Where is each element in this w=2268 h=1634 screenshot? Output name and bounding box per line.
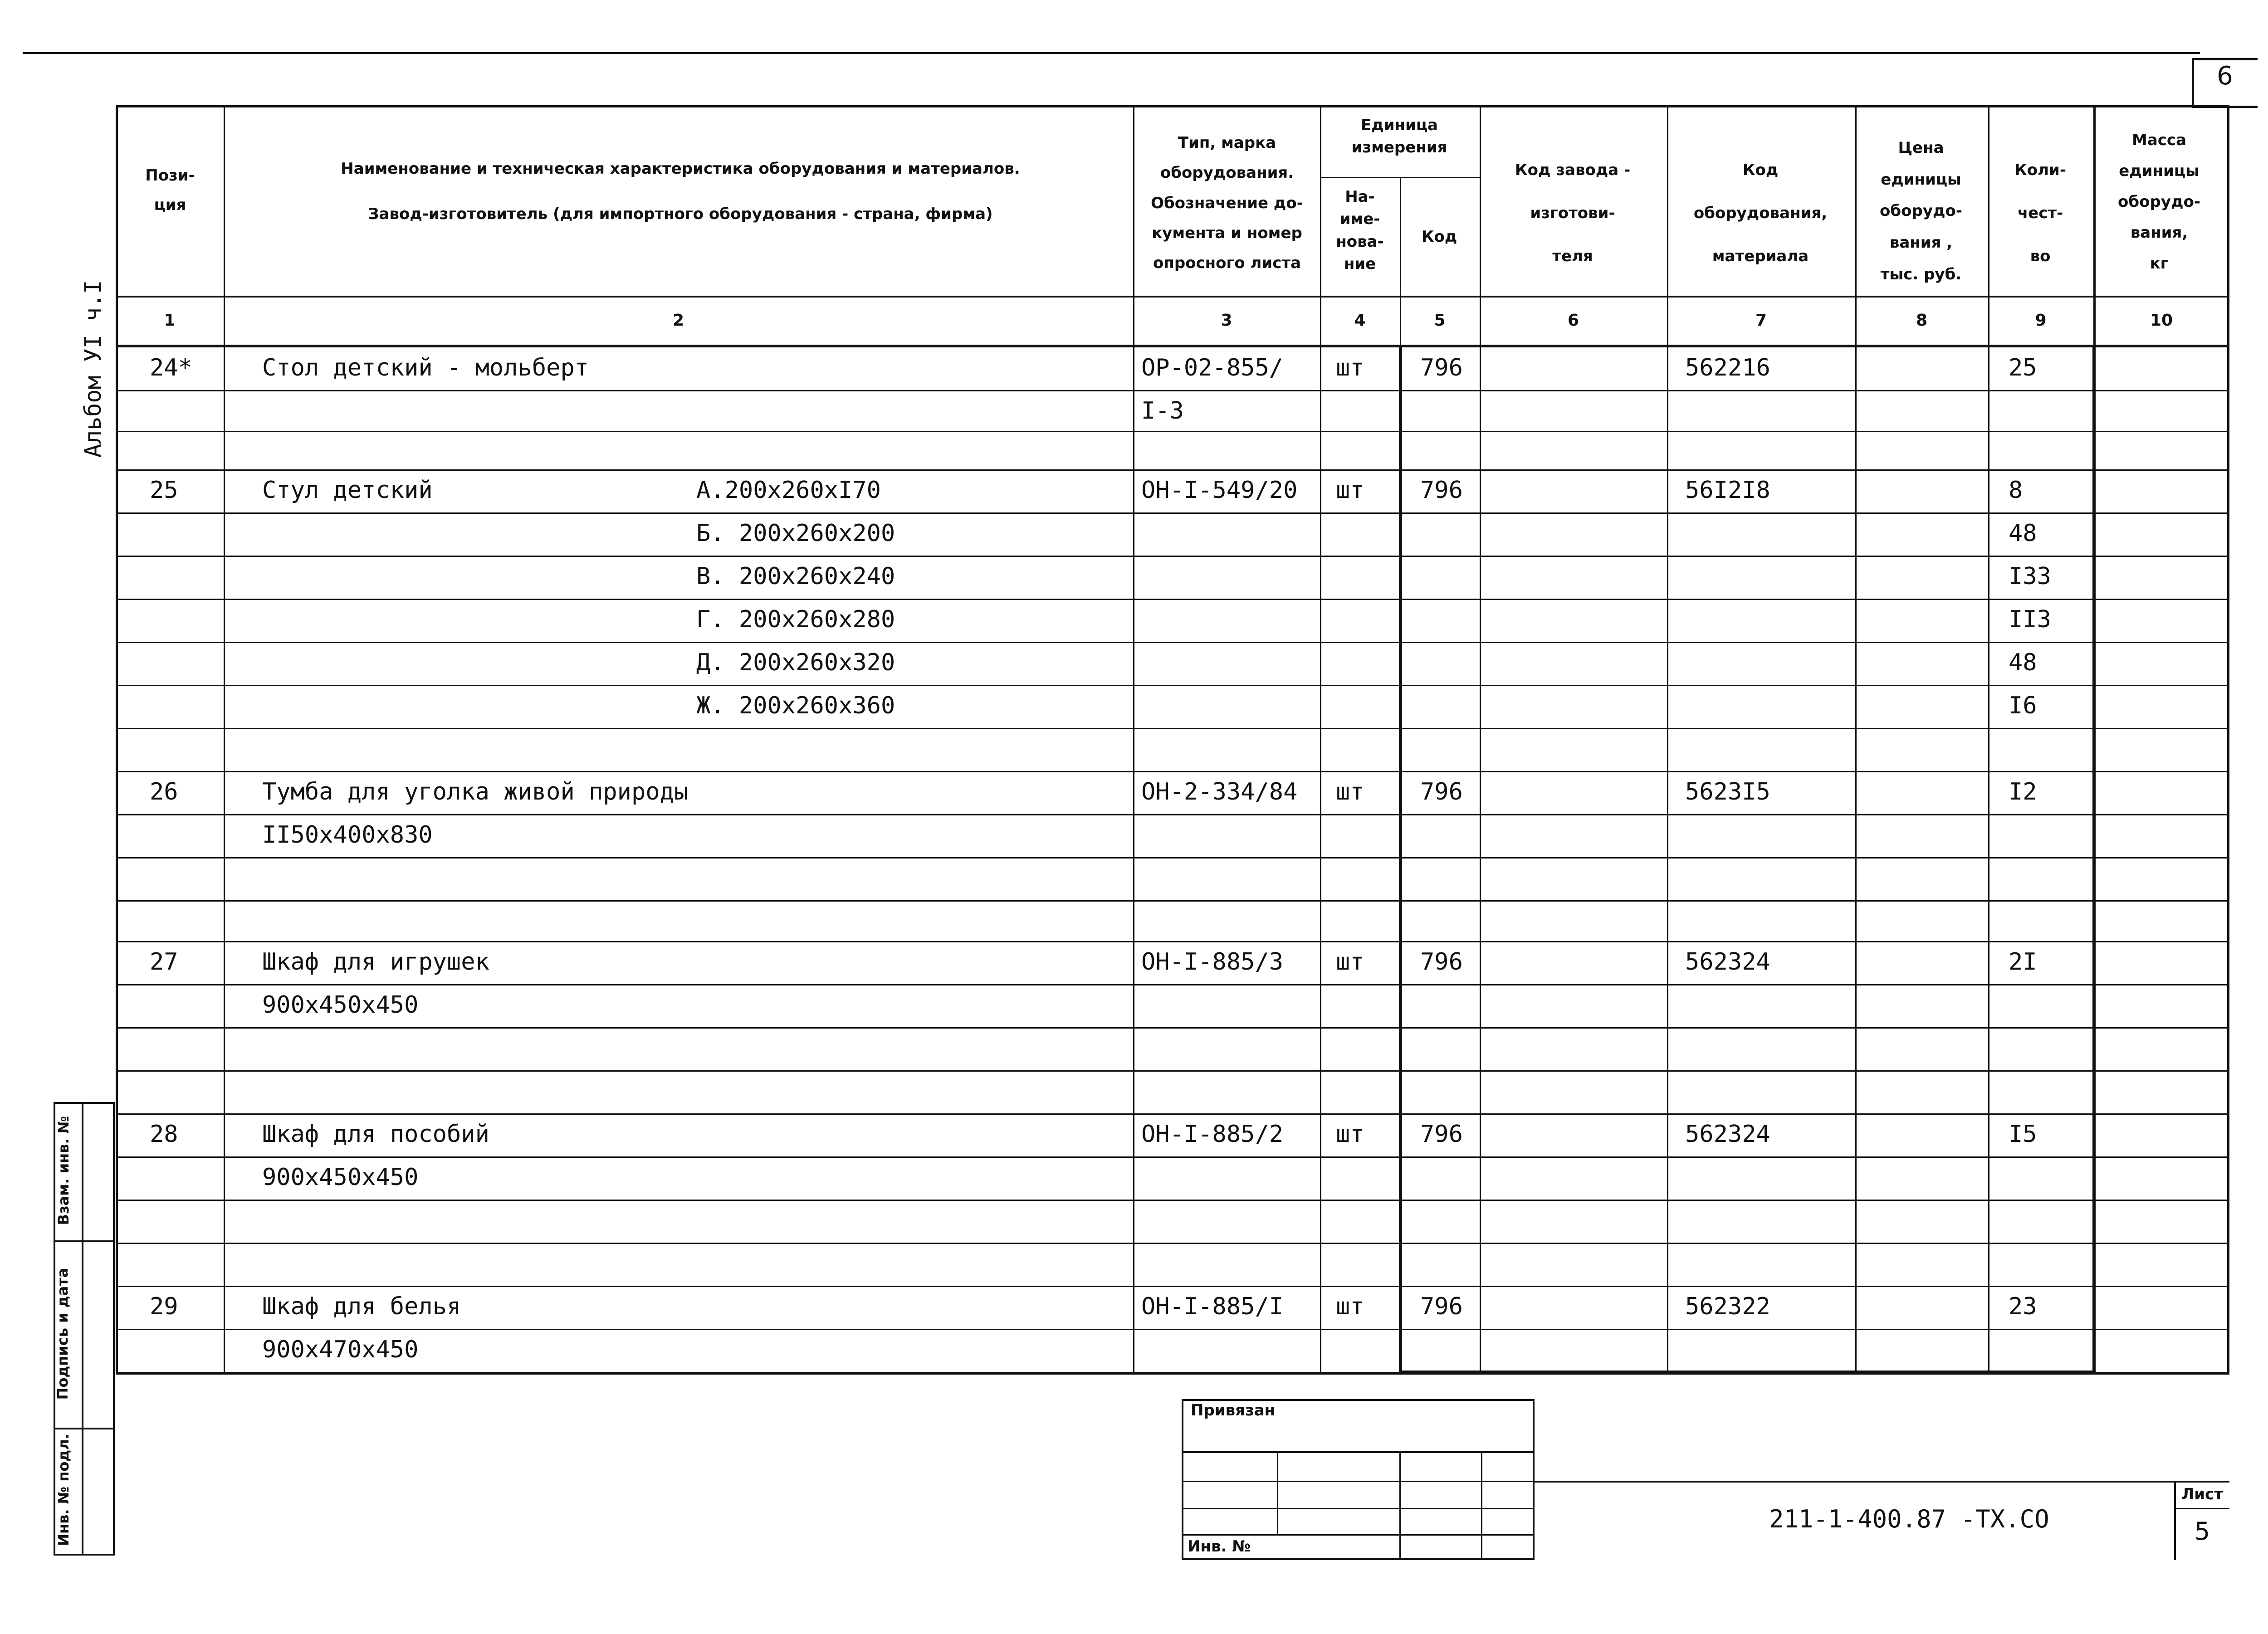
row-line-23 — [116, 1329, 2229, 1330]
row-position: 28 — [150, 1121, 178, 1148]
row-position: 27 — [150, 948, 178, 976]
row-line-3 — [116, 469, 2229, 471]
row-line-21 — [116, 1243, 2229, 1244]
row-name: 900х450х450 — [262, 1164, 419, 1191]
row-quantity: 8 — [2009, 477, 2023, 504]
hu-line-2: измерения — [1351, 138, 1447, 157]
header-col9 — [1988, 149, 2092, 278]
h6-line-1: Код завода - — [1515, 161, 1631, 179]
row-line-9 — [116, 728, 2229, 729]
row-quantity: 25 — [2009, 354, 2037, 381]
column-number-4: 4 — [1354, 311, 1366, 330]
colnum-bottom-line — [116, 345, 2229, 347]
column-number-7: 7 — [1755, 311, 1767, 330]
row-equipment-code: 562324 — [1685, 1121, 1770, 1148]
col-line-6 — [1667, 105, 1668, 1372]
row-line-17 — [116, 1070, 2229, 1072]
column-number-3: 3 — [1221, 311, 1232, 330]
side-stamp-sep1 — [54, 1240, 115, 1242]
h3-line-5: опросного листа — [1153, 254, 1301, 273]
col-line-1 — [224, 105, 225, 1372]
row-name: II50х400х830 — [262, 821, 433, 849]
row-line-6 — [116, 599, 2229, 600]
h8-line-3: оборудо- — [1880, 202, 1962, 220]
row-type: I-3 — [1141, 397, 1184, 424]
h9-line-3: во — [2030, 247, 2051, 266]
row-unit-code: 796 — [1420, 778, 1463, 805]
h9-line-2: чест- — [2017, 204, 2063, 223]
row-quantity: I6 — [2009, 692, 2037, 719]
row-line-5 — [116, 556, 2229, 557]
h8-line-4: вания , — [1889, 234, 1953, 252]
data-bottom-line — [116, 1372, 2229, 1374]
tb-sheet-mid — [2174, 1508, 2229, 1509]
column-number-2: 2 — [672, 311, 684, 330]
row-type: ОР-02-855/ — [1141, 354, 1284, 381]
row-line-19 — [116, 1156, 2229, 1158]
h10-line-2: единицы — [2119, 162, 2200, 180]
inv-no-label: Инв. № — [1188, 1537, 1251, 1556]
row-name: 900х450х450 — [262, 991, 419, 1019]
h10-line-3: оборудо- — [2118, 193, 2200, 211]
h3-line-4: кумента и номер — [1152, 224, 1302, 242]
col-line-7 — [1855, 105, 1857, 1372]
row-unit: шт — [1336, 1293, 1364, 1320]
row-quantity: I2 — [2009, 778, 2037, 805]
bold-frame-right — [2092, 347, 2096, 1372]
h8-line-1: Цена — [1898, 139, 1944, 157]
h4-line-2: име- — [1339, 210, 1380, 229]
doc-code: 211-1-400.87 -ТХ.СО — [1769, 1505, 2049, 1533]
h6-line-2: изготови- — [1530, 204, 1615, 223]
row-equipment-code: 562322 — [1685, 1293, 1770, 1320]
row-size: Ж. 200х260х360 — [696, 692, 895, 719]
frame-top-line — [23, 52, 2200, 54]
sheet-number-top: 6 — [2217, 61, 2233, 91]
header-col2-line1: Наименование и техническая характеристика оборудования и материалов. — [341, 160, 1020, 178]
row-name: Стол детский - мольберт — [262, 354, 589, 381]
col-line-3 — [1320, 105, 1321, 1372]
column-number-5: 5 — [1434, 311, 1446, 330]
header-unit-group — [1320, 114, 1479, 159]
row-size: Д. 200х260х320 — [696, 649, 895, 676]
row-type: ОН-I-885/2 — [1141, 1121, 1284, 1148]
row-size: Г. 200х260х280 — [696, 606, 895, 633]
tb-right-top — [1535, 1481, 2229, 1483]
tb-v2 — [1399, 1451, 1401, 1560]
row-line-7 — [116, 642, 2229, 643]
tb-v3 — [1481, 1451, 1482, 1560]
row-line-18 — [116, 1113, 2229, 1115]
h4-line-3: нова- — [1336, 232, 1384, 251]
sheet-value: 5 — [2194, 1517, 2210, 1546]
row-line-8 — [116, 685, 2229, 686]
hu-line-1: Единица — [1361, 116, 1438, 134]
header-col7 — [1667, 149, 1854, 278]
row-equipment-code: 5623I5 — [1685, 778, 1770, 805]
row-quantity: I5 — [2009, 1121, 2037, 1148]
row-quantity: 2I — [2009, 948, 2037, 976]
side-stamp-vzam-inv: Взам. инв. № — [55, 1116, 72, 1225]
row-size: А.200х260хI70 — [696, 477, 881, 504]
row-unit-code: 796 — [1420, 1121, 1463, 1148]
h7-line-1: Код — [1742, 161, 1779, 179]
row-unit-code: 796 — [1420, 477, 1463, 504]
h7-line-3: материала — [1712, 247, 1809, 266]
header-col5: Код — [1421, 228, 1457, 246]
column-number-9: 9 — [2035, 311, 2047, 330]
row-unit: шт — [1336, 948, 1364, 976]
row-line-20 — [116, 1200, 2229, 1201]
row-name: 900х470х450 — [262, 1336, 419, 1363]
row-position: 26 — [150, 778, 178, 805]
tb-sheet-left — [2174, 1481, 2176, 1560]
row-unit: шт — [1336, 354, 1364, 381]
row-type: ОН-2-334/84 — [1141, 778, 1298, 805]
h9-line-1: Коли- — [2014, 161, 2066, 179]
row-line-13 — [116, 900, 2229, 902]
row-position: 25 — [150, 477, 178, 504]
row-size: Б. 200х260х200 — [696, 520, 895, 547]
sheet-label: Лист — [2181, 1485, 2223, 1503]
side-stamp-sign-date: Подпись и дата — [54, 1268, 71, 1400]
header-bottom-line — [116, 296, 2229, 298]
header-col1 — [118, 161, 222, 219]
header-col10 — [2093, 125, 2225, 279]
h1-line-2: ция — [154, 195, 186, 214]
row-line-22 — [116, 1286, 2229, 1287]
column-number-6: 6 — [1567, 311, 1579, 330]
row-type: ОН-I-885/I — [1141, 1293, 1284, 1320]
row-line-12 — [116, 857, 2229, 858]
row-quantity: II3 — [2009, 606, 2051, 633]
row-unit: шт — [1336, 477, 1364, 504]
row-unit: шт — [1336, 778, 1364, 805]
row-quantity: 48 — [2009, 649, 2037, 676]
row-unit-code: 796 — [1420, 948, 1463, 976]
column-number-10: 10 — [2150, 311, 2173, 330]
h4-line-4: ние — [1344, 254, 1376, 273]
header-col2-line2: Завод-изготовитель (для импортного оборудования - страна, фирма) — [368, 205, 993, 223]
row-size: В. 200х260х240 — [696, 563, 895, 590]
row-unit-code: 796 — [1420, 1293, 1463, 1320]
row-line-16 — [116, 1027, 2229, 1029]
privyazan-label: Привязан — [1191, 1401, 1276, 1419]
row-equipment-code: 56I2I8 — [1685, 477, 1770, 504]
h1-line-1: Пози- — [145, 166, 195, 185]
row-position: 24* — [150, 354, 192, 381]
row-name: Шкаф для белья — [262, 1293, 461, 1320]
h8-line-2: единицы — [1881, 170, 1961, 189]
row-quantity: 48 — [2009, 520, 2037, 547]
h10-line-1: Масса — [2131, 131, 2187, 149]
h3-line-2: оборудования. — [1160, 164, 1294, 182]
col-line-2 — [1133, 105, 1134, 1372]
header-col8 — [1855, 132, 1987, 290]
row-quantity: 23 — [2009, 1293, 2037, 1320]
row-line-10 — [116, 771, 2229, 772]
column-number-8: 8 — [1916, 311, 1928, 330]
row-equipment-code: 562216 — [1685, 354, 1770, 381]
col-line-8 — [1988, 105, 1989, 1372]
row-position: 29 — [150, 1293, 178, 1320]
row-quantity: I33 — [2009, 563, 2051, 590]
unit-group-line — [1320, 177, 1480, 178]
row-name: Стул детский — [262, 477, 433, 504]
side-stamp-inv-podl: Инв. № подл. — [55, 1434, 72, 1546]
album-label: Альбом УI ч.I — [80, 280, 106, 458]
row-type: ОН-I-549/20 — [1141, 477, 1298, 504]
row-name: Шкаф для пособий — [262, 1121, 489, 1148]
header-col6 — [1480, 149, 1666, 278]
row-line-2 — [116, 431, 2229, 432]
tb-v1 — [1277, 1451, 1278, 1534]
h3-line-3: Обозначение до- — [1151, 194, 1303, 212]
h10-line-5: кг — [2150, 254, 2169, 273]
row-line-1 — [116, 390, 2229, 391]
h8-line-5: тыс. руб. — [1880, 265, 1962, 283]
h4-line-1: На- — [1345, 188, 1375, 206]
header-col4 — [1320, 186, 1400, 275]
row-name: Тумба для уголка живой природы — [262, 778, 689, 805]
row-line-4 — [116, 512, 2229, 514]
header-col3 — [1134, 128, 1320, 278]
h6-line-3: теля — [1552, 247, 1593, 266]
row-name: Шкаф для игрушек — [262, 948, 489, 976]
h7-line-2: оборудования, — [1693, 204, 1828, 223]
row-line-14 — [116, 941, 2229, 942]
bold-frame-left — [1399, 347, 1402, 1372]
column-number-1: 1 — [164, 311, 176, 330]
row-unit-code: 796 — [1420, 354, 1463, 381]
row-equipment-code: 562324 — [1685, 948, 1770, 976]
row-type: ОН-I-885/3 — [1141, 948, 1284, 976]
col-line-5 — [1480, 105, 1481, 1372]
h3-line-1: Тип, марка — [1178, 134, 1276, 152]
row-line-15 — [116, 984, 2229, 985]
side-stamp-divider — [82, 1102, 83, 1556]
row-unit: шт — [1336, 1121, 1364, 1148]
h10-line-4: вания, — [2130, 224, 2188, 242]
row-line-11 — [116, 814, 2229, 815]
